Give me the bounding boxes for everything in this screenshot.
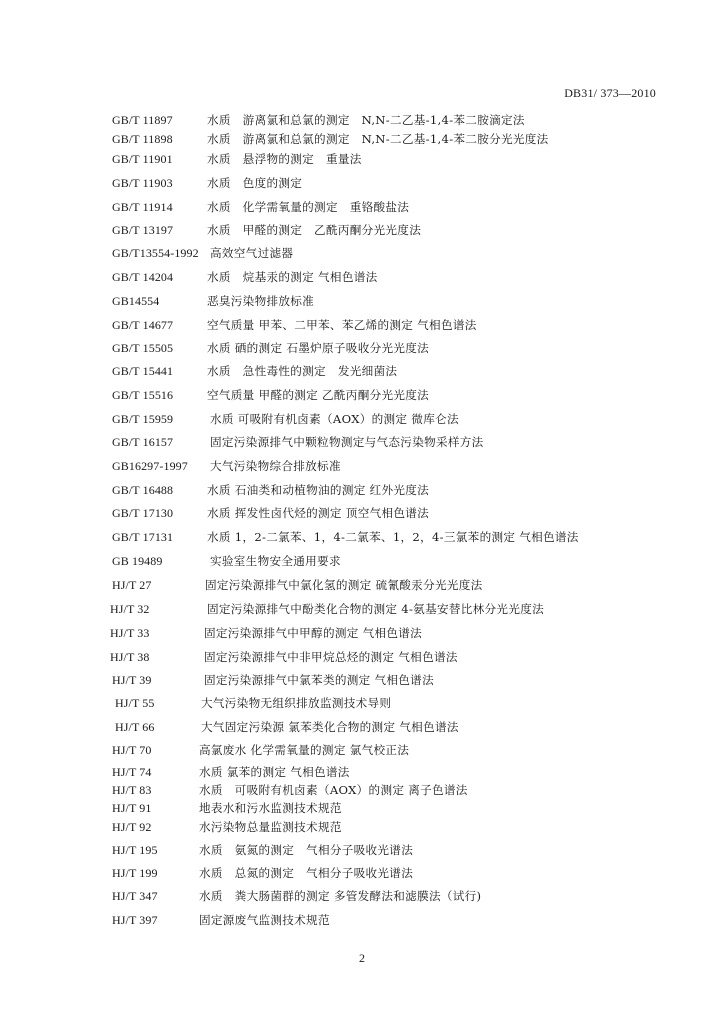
standard-code: HJ/T 195 — [112, 843, 158, 857]
standard-code: GB/T 11897 — [112, 113, 173, 127]
standard-title: 水质 硒的测定 石墨炉原子吸收分光光度法 — [207, 341, 430, 355]
standard-code: GB/T 16157 — [112, 435, 174, 449]
standard-title: 固定污染源排气中氯化氢的测定 硫氰酸汞分光光度法 — [205, 578, 483, 592]
standard-title: 水质 氨氮的测定 气相分子吸收光谱法 — [199, 843, 414, 857]
standard-code: GB16297-1997 — [112, 459, 188, 473]
standard-code: HJ/T 91 — [112, 801, 152, 815]
standard-title: 水质 可吸附有机卤素（AOX）的测定 微库仑法 — [210, 412, 459, 426]
standard-code: HJ/T 347 — [112, 889, 158, 903]
standard-code: GB/T 17130 — [112, 506, 174, 520]
standard-title: 固定源废气监测技术规范 — [199, 913, 330, 927]
standard-code: GB 19489 — [112, 554, 163, 568]
standard-title: 高氯废水 化学需氧量的测定 氯气校正法 — [199, 743, 410, 757]
page-number: 2 — [359, 951, 365, 965]
standard-title: 水质 总氮的测定 气相分子吸收光谱法 — [199, 866, 414, 880]
standard-code: GB/T 17131 — [112, 530, 174, 544]
standard-title: 实验室生物安全通用要求 — [210, 554, 341, 568]
standard-title: 固定污染源排气中酚类化合物的测定 4-氨基安替比林分光光度法 — [207, 602, 545, 616]
standard-code: GB/T 11901 — [112, 152, 173, 166]
standard-title: 大气污染物综合排放标准 — [210, 459, 341, 473]
standard-title: 高效空气过滤器 — [210, 246, 294, 260]
standard-code: HJ/T 33 — [110, 626, 150, 640]
standard-code: GB/T13554-1992 — [112, 246, 199, 260]
standard-code: HJ/T 199 — [112, 866, 158, 880]
standard-title: 水质 游离氯和总氯的测定 N,N-二乙基-1,4-苯二胺分光光度法 — [207, 132, 549, 146]
standard-title: 空气质量 甲苯、二甲苯、苯乙烯的测定 气相色谱法 — [207, 318, 477, 332]
standard-code: HJ/T 66 — [115, 720, 155, 734]
standard-title: 固定污染源排气中非甲烷总烃的测定 气相色谱法 — [204, 650, 458, 664]
standard-code: HJ/T 70 — [112, 743, 152, 757]
standard-title: 水质 悬浮物的测定 重量法 — [207, 152, 362, 166]
standard-code: HJ/T 55 — [115, 696, 155, 710]
standard-title: 水质 化学需氧量的测定 重铬酸盐法 — [207, 200, 410, 214]
standard-title: 固定污染源排气中甲醇的测定 气相色谱法 — [204, 626, 423, 640]
standard-title: 水质 游离氯和总氯的测定 N,N-二乙基-1,4-苯二胺滴定法 — [207, 113, 525, 127]
standard-code: HJ/T 38 — [110, 650, 150, 664]
standard-title: 水质 挥发性卤代烃的测定 顶空气相色谱法 — [207, 506, 430, 520]
standard-code: GB/T 15505 — [112, 341, 174, 355]
standard-code: GB/T 11914 — [112, 200, 173, 214]
standard-code: GB/T 15516 — [112, 388, 174, 402]
standard-title: 水质 甲醛的测定 乙酰丙酮分光光度法 — [207, 223, 422, 237]
standard-title: 水污染物总量监测技术规范 — [199, 820, 342, 834]
standard-title: 恶臭污染物排放标准 — [207, 294, 315, 308]
standard-title: 固定污染源排气中氯苯类的测定 气相色谱法 — [204, 673, 434, 687]
standard-code: HJ/T 27 — [112, 578, 152, 592]
standard-code: GB/T 15441 — [112, 364, 174, 378]
document-code-header: DB31/ 373—2010 — [564, 86, 656, 100]
standard-code: HJ/T 32 — [110, 602, 150, 616]
standard-title: 水质 色度的测定 — [207, 176, 303, 190]
standard-title: 大气污染物无组织排放监测技术导则 — [201, 696, 392, 710]
standard-title: 空气质量 甲醛的测定 乙酰丙酮分光光度法 — [207, 388, 430, 402]
standard-title: 水质 石油类和动植物油的测定 红外光度法 — [207, 483, 430, 497]
standard-title: 水质 氯苯的测定 气相色谱法 — [199, 765, 350, 779]
standard-title: 水质 可吸附有机卤素（AOX）的测定 离子色谱法 — [199, 783, 468, 797]
standard-title: 水质 粪大肠菌群的测定 多管发酵法和滤膜法（试行) — [199, 889, 482, 903]
standard-code: HJ/T 74 — [112, 765, 152, 779]
standard-code: GB/T 16488 — [112, 483, 174, 497]
standard-title: 水质 烷基汞的测定 气相色谱法 — [207, 270, 378, 284]
standard-code: GB/T 15959 — [112, 412, 174, 426]
standard-code: GB/T 14204 — [112, 270, 174, 284]
standard-code: GB/T 11903 — [112, 176, 173, 190]
standard-code: HJ/T 83 — [112, 783, 152, 797]
standard-title: 水质 1，2-二氯苯、1，4-二氯苯、1，2，4-三氯苯的测定 气相色谱法 — [207, 530, 579, 544]
standard-title: 大气固定污染源 氯苯类化合物的测定 气相色谱法 — [201, 720, 459, 734]
standard-title: 固定污染源排气中颗粒物测定与气态污染物采样方法 — [210, 435, 484, 449]
standard-code: HJ/T 397 — [112, 913, 158, 927]
standard-code: GB/T 13197 — [112, 223, 174, 237]
standard-code: GB/T 14677 — [112, 318, 174, 332]
standard-code: HJ/T 92 — [112, 820, 152, 834]
standard-code: GB/T 11898 — [112, 132, 173, 146]
standard-title: 地表水和污水监测技术规范 — [199, 801, 342, 815]
standard-title: 水质 急性毒性的测定 发光细菌法 — [207, 364, 398, 378]
standard-code: HJ/T 39 — [112, 673, 152, 687]
standard-code: GB14554 — [112, 294, 160, 308]
